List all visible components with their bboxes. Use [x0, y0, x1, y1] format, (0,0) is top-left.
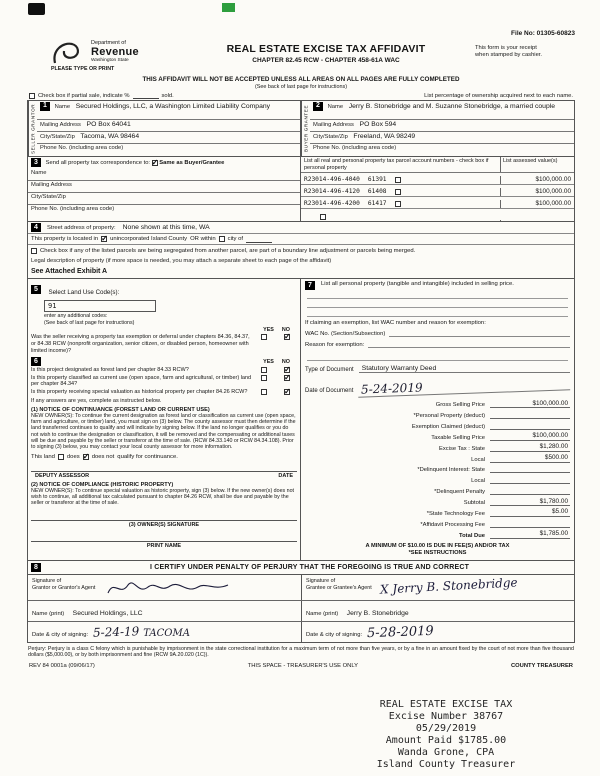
- parcel-code: 61391: [367, 176, 387, 184]
- correspondence-csz-field[interactable]: City/State/Zip: [28, 193, 300, 205]
- assessed-value-header: List assessed value(s): [500, 157, 574, 172]
- continuance-qualify-row: This land does ✓ does not qualify for continuance.: [31, 454, 297, 460]
- document-type-value: Statutory Warranty Deed: [359, 365, 570, 373]
- notice2-title: (2) NOTICE OF COMPLIANCE (HISTORIC PROPERTY): [31, 481, 174, 488]
- correspondence-phone-field[interactable]: Phone No. (including area code): [31, 206, 115, 212]
- street-address-row: 4 Street address of property: None shown at this time, WA: [28, 222, 574, 234]
- parcel-code: 61417: [367, 200, 387, 208]
- seller-csz-value: Tacoma, WA 98464: [80, 133, 140, 140]
- excise-tax-state: $1,280.00: [490, 443, 570, 452]
- receipt-note-line1: This form is your receipt: [475, 45, 537, 51]
- gross-selling-price: $100,000.00: [490, 400, 570, 409]
- same-as-buyer-label: Same as Buyer/Grantee: [159, 160, 225, 167]
- buyer-phone-field[interactable]: Phone No. (including area code): [313, 145, 397, 151]
- form-footer: [27, 663, 575, 669]
- dor-logo: [27, 38, 177, 76]
- yes-no-header-5: YES NO: [263, 327, 290, 334]
- sold-label: sold.: [161, 93, 174, 99]
- city-blank-field[interactable]: [246, 236, 272, 243]
- does-checkbox[interactable]: [58, 454, 64, 460]
- delinquent-interest-state[interactable]: [490, 465, 570, 474]
- grantee-date-city: Date & city of signing: 5-28-2019: [301, 622, 574, 642]
- section2-number: 2: [313, 102, 323, 111]
- form-title: REAL ESTATE EXCISE TAX AFFIDAVIT: [226, 43, 426, 55]
- stamp-amount-paid: Amount Paid $1785.00: [385, 735, 507, 746]
- forest-land-question: Is this project designated as forest land per chapter 84.33 RCW? ✓: [31, 367, 297, 374]
- treasurer-space-note: THIS SPACE - TREASURER'S USE ONLY: [247, 662, 358, 669]
- wac-number-row: WAC No. (Section/Subsection): [305, 329, 570, 337]
- scan-green-mark: [222, 3, 235, 12]
- form-subtitle: CHAPTER 82.45 RCW - CHAPTER 458-61A WAC: [252, 57, 400, 64]
- parcel-number: R23014-496-4200: [304, 200, 360, 208]
- buyer-side-label: BUYER GRANTEE: [301, 101, 310, 156]
- q6c-no-checkbox[interactable]: [284, 389, 290, 395]
- parties-band: [27, 100, 575, 157]
- total-due: $1,785.00: [490, 530, 570, 539]
- section5-number: 5: [31, 285, 41, 294]
- certification-header: [28, 561, 574, 575]
- document-type-row: Type of Document Statutory Warranty Deed: [305, 365, 570, 373]
- buyer-mailing-field[interactable]: Mailing Address PO Box 594: [310, 120, 574, 132]
- parcel-list-block: [301, 157, 574, 221]
- same-as-buyer-checkbox[interactable]: [152, 160, 158, 166]
- does-not-checkbox[interactable]: [83, 454, 89, 460]
- q6b-no-checkbox[interactable]: [284, 375, 290, 381]
- please-type-note: PLEASE TYPE OR PRINT: [51, 66, 115, 73]
- delinquent-interest-local[interactable]: [490, 476, 570, 485]
- legal-description-row: Legal description of property (if more space is needed, you may attach a separate sheet to each page of the affidavit): [31, 257, 332, 264]
- delinquent-penalty[interactable]: [490, 487, 570, 496]
- exemption-claimed-deduct[interactable]: [490, 421, 570, 430]
- personal-property-blank-line[interactable]: [307, 308, 568, 317]
- assessed-value: $100,000.00: [500, 188, 574, 196]
- buyer-mailing-value: PO Box 594: [359, 121, 397, 128]
- grantor-signature-area[interactable]: Signature of Grantor or Grantor's Agent: [28, 575, 301, 600]
- current-use-question: Is this property classified as current use (open space, farm and agricultural, or timber) land per chapter 84.34? ✓: [31, 375, 297, 388]
- personal-property-checkbox[interactable]: [395, 189, 401, 195]
- segregated-label: Check box if any of the listed parcels are being segregated from another parcel, are part of a boundary line adjustment or parcels being merged.: [40, 247, 416, 254]
- stamp-treasurer-title: Island County Treasurer: [376, 759, 516, 770]
- street-address-value: None shown at this time, WA: [122, 224, 210, 232]
- parcel-row: [301, 185, 574, 197]
- buyer-name-value: Jerry B. Stonebridge and M. Suzanne Stonebridge, a married couple: [348, 103, 556, 111]
- rev-number: REV 84 0001a (09/06/17): [29, 662, 95, 669]
- grantee-signature-area[interactable]: Signature of Grantee or Grantee's Agent X Jerry B. Stonebridge: [301, 575, 574, 600]
- seller-side-label: SELLER GRANTOR: [28, 101, 37, 156]
- section3-number: 3: [31, 158, 41, 167]
- state-technology-fee: $5.00: [490, 508, 570, 517]
- perjury-statement: Perjury: Perjury is a class C felony which is punishable by imprisonment in the state correctional institution for a maximum term of not more than five years, or by a fine in an amount fixed by the court of not more than five thousand dollars ($5,000.00), or by both imprisonment and fine (RCW 9A.20.020 (1C)).: [28, 645, 574, 659]
- tax-calculation-table: Gross Selling Price $100,000.00 *Personal Property (deduct) Exemption Claimed (deduct) Taxable Selling Price $100,000.00 Excise Tax : State $1,280.00 Local $500.00 *Delinquent Interest: State Local *Delinquent Penalty Subtotal $1,780.00 *State Technology Fee $5.00 *Affidavit Processing Fee Total Due $1,785.00: [411, 399, 568, 539]
- grantor-date-city: Date & city of signing: 5-24-19 TACOMA: [32, 623, 190, 640]
- section3-band: [27, 156, 575, 222]
- parcel-list-header: List all real and personal property tax parcel account numbers - check box if personal property: [304, 158, 489, 171]
- ownership-note: List percentage of ownership acquired next to each name.: [424, 93, 573, 99]
- land-use-column: 5 Select Land Use Code(s): 91 enter any additional codes: (See back of last page for instructions) YES NO Was the seller receiving a property tax exemption or deferral under chapters 84.36, 84.37, or 84.38 RCW (nonprofit organization, senior citizen, or disabled person, homeowner with limited income)? ✓ 6 YES NO Is this project designated as forest land per chapter 84.33 RCW? ✓ Is this property classified as current use (open space, farm and agricultural, or timber) land per chapter 84.34? ✓ Is this property receiving special valuation as historical property per chapter 84.26 RCW? ✓ If any answers are yes, complete as instructed below. (1) NOTICE OF CONTINUANCE (FOREST LAND OR CURRENT USE) NEW OWNER(S): To continue the current designation as forest land or classification as current use (open space, farm and agriculture, or timber) land, you must sign on (3) below. The county assessor must then determine if the land transferred continues to qualify and will indicate by signing below. If the land no longer qualifies or you do not wish to continue the designation or classification, it will be removed and the compensating or additional taxes will be due and payable by the seller or transferor at the time of sale. (RCW 84.33.140 or RCW 84.34.108). Prior to signing (3) below, you may contact your local county assessor for more information. This land does ✓ does not qualify for continuance. DEPUTY ASSESSOR DATE (2) NOTICE OF COMPLIANCE (HISTORIC PROPERTY) NEW OWNER(S): To continue special valuation as historic property, sign (3) below. If the new owner(s) does not wish to continue, all additional tax calculated pursuant to chapter 84.26 RCW, shall be due and payable by the seller or transferor at the time of sale. (3) OWNER(S) SIGNATURE PRINT NAME: [28, 279, 301, 559]
- stamp-excise-number: Excise Number 38767: [388, 711, 504, 722]
- tax-column: [301, 279, 574, 559]
- seller-section: [28, 101, 301, 156]
- if-yes-note: If any answers are yes, complete as instructed below.: [31, 397, 162, 404]
- section1-number: 1: [40, 102, 50, 111]
- parcel-row: [301, 197, 574, 209]
- main-band: [27, 278, 575, 560]
- section4-band: [27, 221, 575, 279]
- reason-blank-line[interactable]: [307, 352, 568, 361]
- stamp-title: REAL ESTATE EXCISE TAX: [379, 699, 513, 710]
- dor-logo-swoosh-icon: [51, 40, 81, 66]
- section6-header: [31, 357, 297, 366]
- land-use-header: 5 Select Land Use Code(s):: [31, 281, 297, 299]
- county-treasurer-label: COUNTY TREASURER: [510, 662, 573, 669]
- document-date-row: Date of Document 5-24-2019: [305, 377, 570, 394]
- buyer-csz-field[interactable]: City/State/Zip Freeland, WA 98249: [310, 132, 574, 144]
- document-date-value: 5-24-2019: [358, 375, 570, 397]
- print-name-line[interactable]: PRINT NAME: [31, 541, 297, 549]
- city-checkbox[interactable]: [219, 236, 225, 242]
- seller-exemption-question: Was the seller receiving a property tax exemption or deferral under chapters 84.36, 84.37, or 84.38 RCW (nonprofit organization, senior citizen, or disabled person, homeowner with limited income)? ✓: [31, 334, 297, 354]
- personal-property-blank-line[interactable]: [307, 290, 568, 299]
- title-block: [177, 38, 475, 76]
- seller-name-value: Secured Holdings, LLC, a Washington Limited Liability Company: [75, 103, 271, 111]
- treasurer-stamp: [332, 699, 560, 771]
- grantee-printed-name: Name (print) Jerry B. Stonebridge: [301, 601, 574, 621]
- affidavit-processing-fee[interactable]: [490, 519, 570, 528]
- send-correspondence-row: 3 Send all property tax correspondence to: ✓ Same as Buyer/Grantee: [28, 157, 300, 169]
- parcel-number: R23014-496-4120: [304, 188, 360, 196]
- personal-property-header: 7 List all personal property (tangible and intangible) included in selling price.: [305, 281, 570, 290]
- grantor-printed-name: Name (print) Secured Holdings, LLC: [32, 609, 143, 617]
- printed-name-row: [28, 600, 574, 621]
- form-header: [27, 38, 575, 76]
- tax-correspondence-block: [28, 157, 301, 221]
- correspondence-mailing-field[interactable]: Mailing Address: [28, 181, 300, 193]
- signature-row: [28, 575, 574, 600]
- personal-property-deduct[interactable]: [490, 410, 570, 419]
- stamp-treasurer-name: Wanda Grone, CPA: [397, 747, 495, 758]
- logo-dept-label: Department of: [91, 40, 126, 46]
- scan-corner-mark: [28, 3, 45, 15]
- q6b-yes-checkbox[interactable]: [261, 375, 267, 381]
- grantor-signing-date: 5-24-19: [92, 623, 140, 640]
- reason-field[interactable]: [368, 340, 570, 348]
- stamp-date: 05/29/2019: [415, 723, 477, 734]
- notice1-body: NEW OWNER(S): To continue the current designation as forest land or classification as current use (open space, farm and agriculture, or timber) land, you must sign on (3) below. The county assessor must then determine if the land transferred continues to qualify and will indicate by signing below. If the land no longer qualifies or you do not wish to continue the designation or classification, it will be removed and the compensating or additional taxes will be due and payable by the seller or transferor at the time of sale. (RCW 84.33.140 or RCW 84.34.108). Prior to signing (3) below, you may contact your local county assessor for more information.: [31, 412, 296, 451]
- minimum-note: A MINIMUM OF $10.00 IS DUE IN FEE(S) AND/OR TAX *SEE INSTRUCTIONS: [365, 542, 510, 557]
- instructions-note: (See back of last page for instructions): [255, 84, 347, 90]
- date-city-row: [28, 621, 574, 642]
- property-location-row: This property is located in ✓ unincorporated Island County OR within city of: [28, 234, 574, 245]
- wac-number-field[interactable]: [389, 329, 570, 337]
- personal-property-checkbox[interactable]: [395, 177, 401, 183]
- buyer-section: [301, 101, 574, 156]
- warning-line: THIS AFFIDAVIT WILL NOT BE ACCEPTED UNLESS ALL AREAS ON ALL PAGES ARE FULLY COMPLETED: [142, 76, 460, 83]
- exemption-label: If claiming an exemption, list WAC number and reason for exemption:: [305, 320, 486, 327]
- certify-statement: I CERTIFY UNDER PENALTY OF PERJURY THAT THE FOREGOING IS TRUE AND CORRECT: [149, 563, 470, 571]
- q5-no-checkbox[interactable]: [284, 334, 290, 340]
- q6a-yes-checkbox[interactable]: [261, 367, 267, 373]
- parcel-row: [301, 173, 574, 185]
- partial-sale-row: [27, 92, 575, 99]
- deputy-assessor-line[interactable]: DEPUTY ASSESSOR DATE: [31, 471, 297, 479]
- partial-sale-checkbox[interactable]: [29, 93, 35, 99]
- correspondence-name-field[interactable]: Name: [28, 169, 300, 181]
- logo-state-label: Washington State: [91, 58, 129, 64]
- q5-yes-checkbox[interactable]: [261, 334, 267, 340]
- segregated-checkbox[interactable]: [31, 248, 37, 254]
- parcel-number: R23014-496-4040: [304, 176, 360, 184]
- yes-no-header-6: YES NO: [263, 358, 290, 365]
- section7-number: 7: [305, 281, 315, 290]
- grantee-signature-script: X Jerry B. Stonebridge: [379, 574, 518, 597]
- seller-name-field[interactable]: 1 Name Secured Holdings, LLC, a Washington Limited Liability Company: [37, 101, 300, 120]
- file-number: File No: 01305-60823: [511, 30, 575, 37]
- section8-number: 8: [31, 563, 41, 572]
- seller-phone-field[interactable]: Phone No. (including area code): [40, 145, 124, 151]
- unincorporated-checkbox[interactable]: [101, 236, 107, 242]
- notice2-body: NEW OWNER(S): To continue special valuation as historic property, sign (3) below. If the new owner(s) does not wish to continue, all additional tax calculated pursuant to chapter 84.26 RCW, shall be due and payable by the seller or transferor at the time of sale.: [31, 487, 294, 507]
- legal-description-value: See Attached Exhibit A: [31, 268, 108, 276]
- assessed-value: $100,000.00: [500, 200, 574, 208]
- seller-mailing-field[interactable]: Mailing Address PO Box 64041: [37, 120, 300, 132]
- grantor-signature-scribble: [104, 577, 234, 599]
- excise-tax-local: $500.00: [490, 454, 570, 463]
- personal-property-checkbox[interactable]: [320, 214, 326, 220]
- segregated-row: [28, 245, 574, 256]
- buyer-csz-value: Freeland, WA 98249: [353, 133, 416, 140]
- seller-mailing-value: PO Box 64041: [86, 121, 131, 128]
- section4-number: 4: [31, 223, 41, 232]
- subtotal: $1,780.00: [490, 498, 570, 507]
- buyer-name-field[interactable]: 2 Name Jerry B. Stonebridge and M. Suzanne Stonebridge, a married couple: [310, 101, 574, 120]
- owner-signature-line[interactable]: (3) OWNER(S) SIGNATURE: [31, 520, 297, 528]
- percent-blank-field[interactable]: [133, 92, 159, 99]
- grantee-signing-date: 5-28-2019: [366, 623, 434, 641]
- grantor-signing-city: TACOMA: [143, 627, 190, 639]
- receipt-note-line2: when stamped by cashier.: [475, 52, 543, 59]
- land-use-code-field[interactable]: 91: [44, 300, 156, 312]
- form-body: [27, 30, 575, 669]
- notice1-title: (1) NOTICE OF CONTINUANCE (FOREST LAND OR CURRENT USE): [31, 406, 210, 413]
- logo-revenue-label: Revenue: [91, 45, 139, 58]
- personal-property-blank-line[interactable]: [307, 299, 568, 308]
- section6-number: 6: [31, 357, 41, 366]
- personal-property-checkbox[interactable]: [395, 201, 401, 207]
- partial-sale-label: Check box if partial sale, indicate %: [38, 93, 130, 99]
- receipt-note: [475, 38, 575, 76]
- certification-band: [27, 560, 575, 643]
- historic-property-question: Is this property receiving special valuation as historical property per chapter 84.26 RCW? ✓: [31, 389, 297, 396]
- q6c-yes-checkbox[interactable]: [261, 389, 267, 395]
- seller-csz-field[interactable]: City/State/Zip Tacoma, WA 98464: [37, 132, 300, 144]
- taxable-selling-price: $100,000.00: [490, 432, 570, 441]
- parcel-row-empty: [301, 209, 574, 221]
- assessed-value: $100,000.00: [500, 176, 574, 184]
- reason-row: Reason for exemption:: [305, 340, 570, 348]
- parcel-code: 61408: [367, 188, 387, 196]
